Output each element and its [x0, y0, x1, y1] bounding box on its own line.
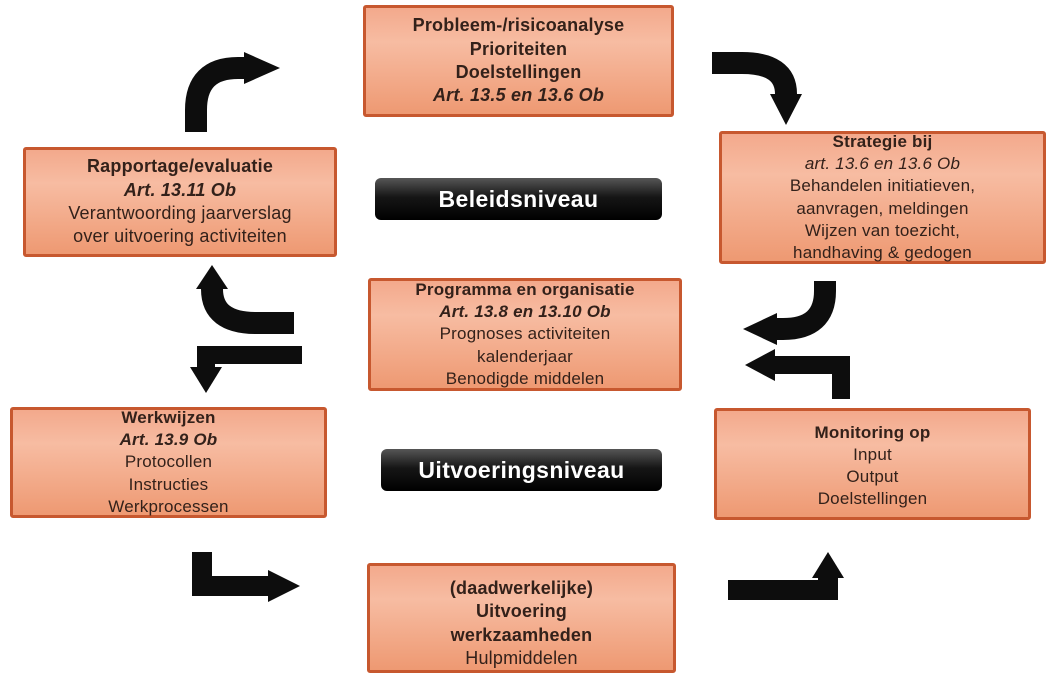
arrow-uitvoering-to-monitoring-icon: [728, 550, 848, 600]
arrow-werkwijzen-to-uitvoering-icon: [186, 552, 304, 602]
banner-uitvoeringsniveau: Uitvoeringsniveau: [381, 449, 662, 491]
box-line: Probleem-/risicoanalyse: [412, 15, 625, 36]
arrow-monitoring-to-programma-icon: [737, 347, 855, 399]
box-line: handhaving & gedogen: [793, 242, 972, 262]
box-line: Monitoring op: [814, 423, 931, 442]
box-line-article-ref: Art. 13.8 en 13.10 Ob: [439, 302, 611, 322]
box-line: werkzaamheden: [450, 624, 593, 645]
box-line: aanvragen, meldingen: [796, 198, 969, 218]
box-probleem-risicoanalyse: [363, 5, 674, 117]
box-line: Protocollen: [124, 452, 213, 472]
arrow-rapportage-to-probleem-icon: [180, 52, 285, 132]
box-line-article-ref: Art. 13.5 en 13.6 Ob: [432, 85, 605, 106]
box-monitoring: [714, 408, 1031, 520]
box-line: Werkwijzen: [121, 408, 216, 428]
box-line: Wijzen van toezicht,: [804, 220, 961, 240]
box-line: Werkprocessen: [108, 496, 229, 516]
box-programma-organisatie: [368, 278, 682, 391]
arrow-probleem-to-strategie-icon: [712, 50, 822, 125]
box-line-article-ref: Art. 13.9 Ob: [119, 430, 218, 450]
box-strategie: [719, 131, 1046, 264]
box-line: (daadwerkelijke): [449, 578, 594, 598]
box-line: Programma en organisatie: [415, 280, 635, 300]
box-rapportage-evaluatie: [23, 147, 337, 257]
box-line: Prioriteiten: [469, 38, 568, 59]
arrow-programma-to-werkwijzen-icon: [186, 345, 302, 395]
box-line: Strategie bij: [832, 132, 933, 152]
box-line: Prognoses activiteiten: [439, 324, 611, 344]
arrow-programma-to-rapportage-icon: [184, 263, 294, 335]
box-line: kalenderjaar: [477, 346, 573, 366]
box-line-article-ref: art. 13.6 en 13.6 Ob: [804, 154, 961, 174]
box-line: Hulpmiddelen: [465, 648, 578, 669]
box-line: Verantwoording jaarverslag: [68, 203, 292, 223]
box-line: Output: [846, 467, 899, 487]
box-line: Input: [853, 445, 892, 465]
box-line: Doelstellingen: [817, 489, 928, 509]
box-line: Benodigde middelen: [445, 368, 605, 388]
box-line: Instructies: [128, 474, 209, 494]
box-line: over uitvoering activiteiten: [73, 226, 287, 247]
box-uitvoering-werkzaamheden: [367, 563, 676, 673]
box-werkwijzen: [10, 407, 327, 518]
box-line-article-ref: Art. 13.11 Ob: [123, 179, 237, 200]
arrow-strategie-to-programma-icon: [737, 281, 849, 351]
box-line: Behandelen initiatieven,: [789, 176, 976, 196]
box-line: Rapportage/evaluatie: [86, 156, 274, 177]
banner-beleidsniveau: Beleidsniveau: [375, 178, 662, 220]
box-line: Doelstellingen: [455, 62, 582, 82]
box-line: Uitvoering: [475, 601, 567, 622]
